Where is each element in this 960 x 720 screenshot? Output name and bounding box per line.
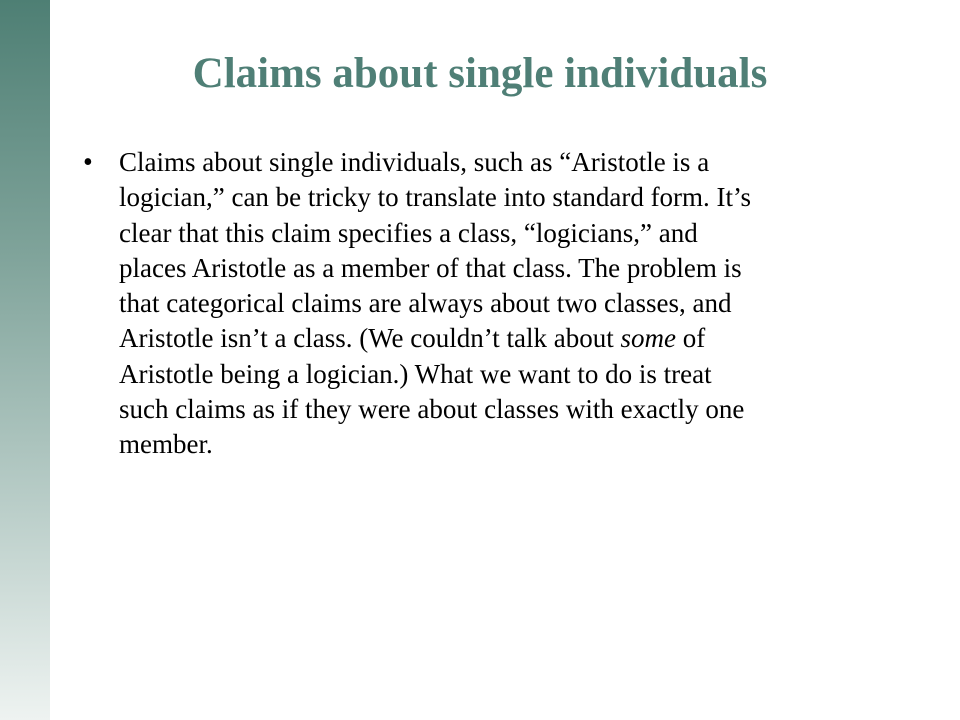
bullet-line: Claims about single individuals, such as “Aristotle is a — [119, 147, 710, 177]
bullet-line-part: of — [675, 323, 706, 354]
bullet-line: clear that this claim specifies a class, “logicians,” and — [119, 217, 698, 248]
bullet-text — [119, 145, 893, 463]
bullet-line: that categorical claims are always about two classes, and — [119, 288, 732, 319]
bullet-line: places Aristotle as a member of that class. The problem is — [119, 252, 742, 283]
bullet-line: such claims as if they were about classes with exactly one — [119, 394, 745, 425]
sidebar-gradient — [0, 0, 50, 720]
bullet-line: member. — [119, 429, 213, 460]
bullet-line: logician,” can be tricky to translate into standard form. It’s — [119, 182, 752, 213]
bullet-item — [83, 145, 893, 463]
bullet-line-part: Aristotle isn’t a class. (We couldn’t talk about — [119, 323, 621, 354]
bullet-line: Aristotle being a logician.) What we want to do is treat — [119, 358, 712, 389]
emphasis-text: some — [620, 323, 676, 354]
slide-title: Claims about single individuals — [192, 50, 768, 97]
slide-body — [83, 145, 893, 463]
bullet-marker: • — [83, 147, 93, 178]
